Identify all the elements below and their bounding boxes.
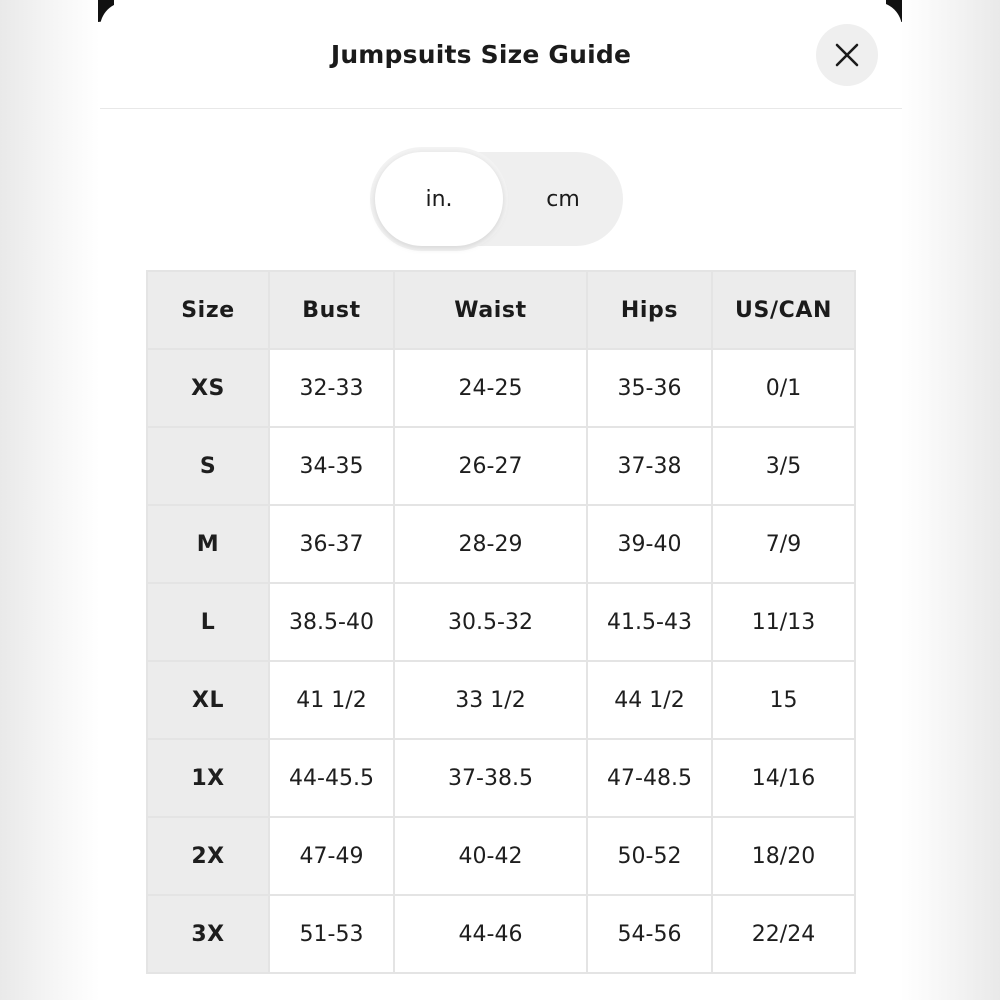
size-cell: M: [147, 505, 269, 583]
size-cell: XS: [147, 349, 269, 427]
modal-title: Jumpsuits Size Guide: [330, 40, 632, 69]
waist-cell: 33 1/2: [394, 661, 587, 739]
bust-cell: 36-37: [269, 505, 394, 583]
column-header-us-can: US/CAN: [712, 271, 855, 349]
column-header-size: Size: [147, 271, 269, 349]
column-header-waist: Waist: [394, 271, 587, 349]
table-row: [147, 349, 855, 427]
size-cell: 1X: [147, 739, 269, 817]
size-guide-modal: [100, 2, 902, 1000]
table-row: [147, 895, 855, 973]
bust-cell: 51-53: [269, 895, 394, 973]
bust-cell: 41 1/2: [269, 661, 394, 739]
table-row: [147, 505, 855, 583]
column-header-hips: Hips: [587, 271, 712, 349]
waist-cell: 37-38.5: [394, 739, 587, 817]
size-cell: L: [147, 583, 269, 661]
us-can-cell: 0/1: [712, 349, 855, 427]
unit-toggle[interactable]: [373, 152, 623, 246]
waist-cell: 28-29: [394, 505, 587, 583]
size-cell: S: [147, 427, 269, 505]
table-row: [147, 583, 855, 661]
waist-cell: 24-25: [394, 349, 587, 427]
bust-cell: 47-49: [269, 817, 394, 895]
unit-option-cm[interactable]: cm: [546, 186, 580, 212]
hips-cell: 47-48.5: [587, 739, 712, 817]
hips-cell: 44 1/2: [587, 661, 712, 739]
hips-cell: 37-38: [587, 427, 712, 505]
bust-cell: 38.5-40: [269, 583, 394, 661]
us-can-cell: 15: [712, 661, 855, 739]
table-header-row: [147, 271, 855, 349]
close-icon: [834, 42, 860, 68]
size-cell: 3X: [147, 895, 269, 973]
unit-option-inches[interactable]: in.: [375, 152, 503, 246]
hips-cell: 50-52: [587, 817, 712, 895]
us-can-cell: 18/20: [712, 817, 855, 895]
table-row: [147, 739, 855, 817]
us-can-cell: 7/9: [712, 505, 855, 583]
us-can-cell: 22/24: [712, 895, 855, 973]
table-row: [147, 817, 855, 895]
size-chart-table: [146, 270, 856, 974]
column-header-bust: Bust: [269, 271, 394, 349]
waist-cell: 40-42: [394, 817, 587, 895]
modal-header: [100, 2, 902, 109]
hips-cell: 54-56: [587, 895, 712, 973]
us-can-cell: 3/5: [712, 427, 855, 505]
waist-cell: 26-27: [394, 427, 587, 505]
hips-cell: 39-40: [587, 505, 712, 583]
table-row: [147, 427, 855, 505]
us-can-cell: 11/13: [712, 583, 855, 661]
waist-cell: 44-46: [394, 895, 587, 973]
waist-cell: 30.5-32: [394, 583, 587, 661]
bust-cell: 32-33: [269, 349, 394, 427]
bust-cell: 34-35: [269, 427, 394, 505]
hips-cell: 35-36: [587, 349, 712, 427]
size-cell: XL: [147, 661, 269, 739]
size-cell: 2X: [147, 817, 269, 895]
close-button[interactable]: [816, 24, 878, 86]
us-can-cell: 14/16: [712, 739, 855, 817]
table-row: [147, 661, 855, 739]
bust-cell: 44-45.5: [269, 739, 394, 817]
hips-cell: 41.5-43: [587, 583, 712, 661]
